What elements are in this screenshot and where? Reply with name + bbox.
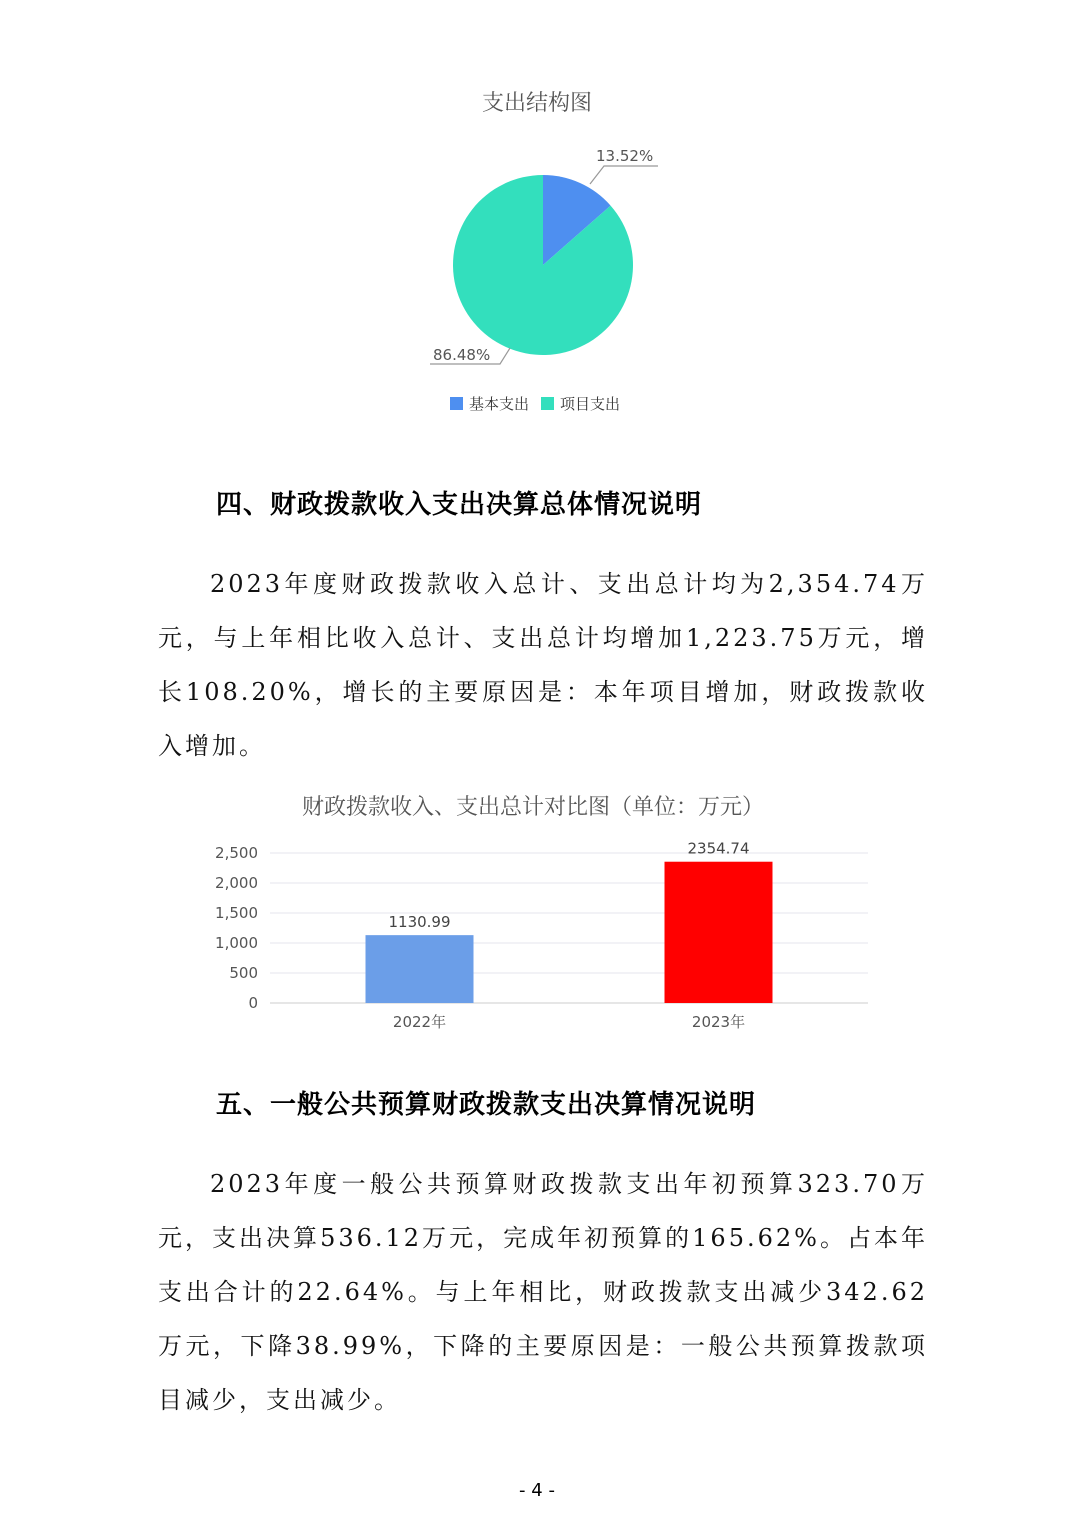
pie-label-basic: 13.52% xyxy=(596,147,654,165)
pie-chart xyxy=(0,0,1074,440)
legend-label-basic: 基本支出 xyxy=(469,395,530,413)
bar-2023年[interactable] xyxy=(665,862,773,1003)
pie-label-project: 86.48% xyxy=(433,346,491,364)
bar-y-tick-labels xyxy=(215,844,258,1012)
bar-x-tick-label: 2023年 xyxy=(691,1013,746,1031)
bar-gridlines xyxy=(270,853,868,1003)
pie-chart-title: 支出结构图 xyxy=(481,91,592,116)
legend-swatch-project xyxy=(541,397,554,410)
section4-heading: 四、财政拨款收入支出决算总体情况说明 xyxy=(216,490,703,520)
bar-2022年[interactable] xyxy=(366,935,474,1003)
bar-x-tick-label: 2022年 xyxy=(392,1013,447,1031)
pie-leader-line-basic xyxy=(590,166,658,184)
bar-chart xyxy=(0,830,1074,1040)
legend-swatch-basic xyxy=(450,397,463,410)
bar-y-tick-label: 2,000 xyxy=(215,874,258,892)
legend-item-project[interactable] xyxy=(541,393,620,414)
bar-chart-title: 财政拨款收入、支出总计对比图（单位：万元） xyxy=(301,795,764,820)
legend-label-project: 项目支出 xyxy=(560,395,621,413)
page-number: - 4 - xyxy=(519,1480,555,1501)
bar-x-tick-labels xyxy=(393,1013,745,1031)
bar-y-tick-label: 500 xyxy=(229,964,258,982)
section5-paragraph: 2023年度一般公共预算财政拨款支出年初预算323.70万元，支出决算536.12万元，完成年初预算的165.62%。占本年支出合计的22.64%。与上年相比，财政拨款支出减少342.62万元，下降38.99%，下降的主要原因是：一般公共预算拨款项目减少，支出减少。 xyxy=(158,1170,928,1414)
bar-y-tick-label: 1,500 xyxy=(215,904,258,922)
section4-paragraph: 2023年度财政拨款收入总计、支出总计均为2,354.74万元，与上年相比收入总计、支出总计均增加1,223.75万元，增长108.20%，增长的主要原因是：本年项目增加，财政拨款收入增加。 xyxy=(158,570,928,760)
bar-value-label: 1130.99 xyxy=(388,913,451,932)
bar-y-tick-label: 0 xyxy=(248,994,258,1012)
bar-y-tick-label: 2,500 xyxy=(215,844,258,862)
legend-item-basic[interactable] xyxy=(450,393,529,414)
bar-value-label: 2354.74 xyxy=(687,839,750,858)
pie-legend xyxy=(450,393,632,414)
section5-heading: 五、一般公共预算财政拨款支出决算情况说明 xyxy=(216,1090,757,1120)
bar-y-tick-label: 1,000 xyxy=(215,934,258,952)
